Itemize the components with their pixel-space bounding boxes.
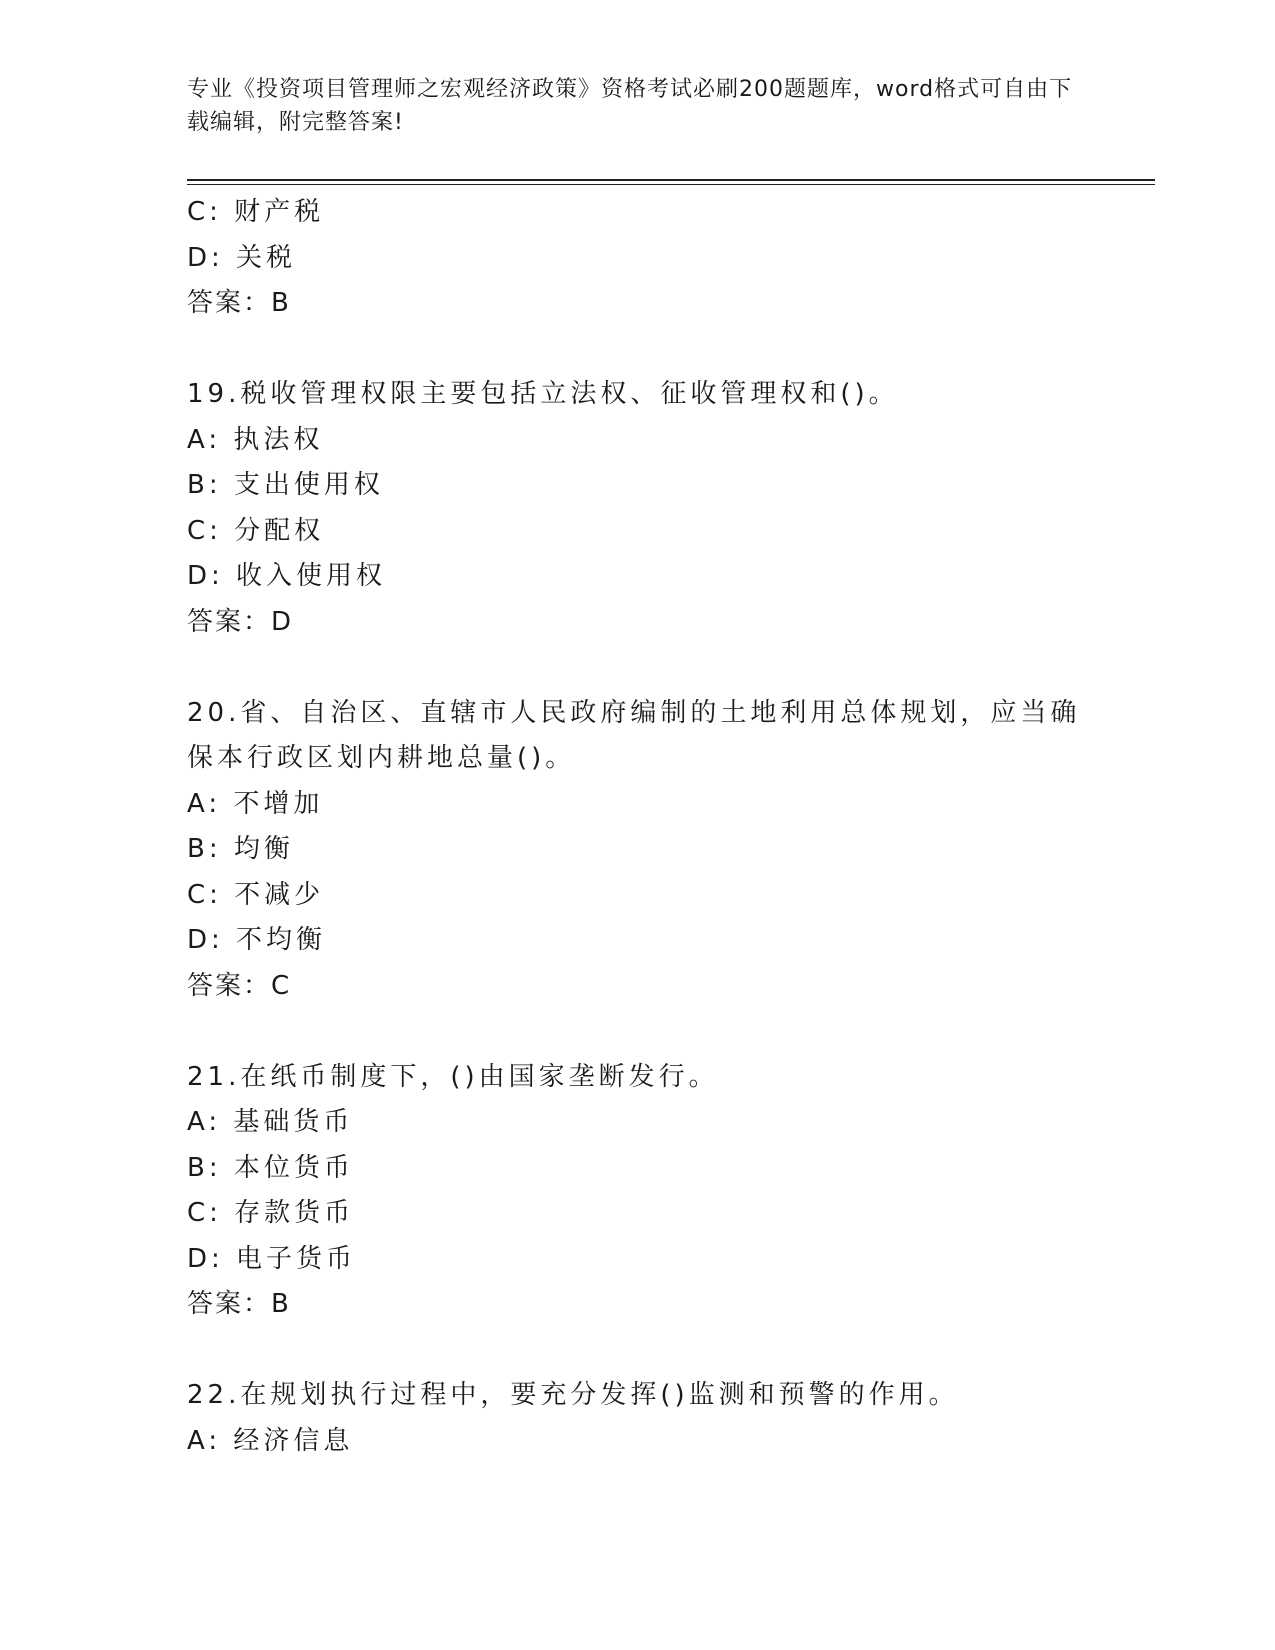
option-b: B: 均衡 [187,834,294,864]
option-c: C: 存款货币 [187,1198,355,1228]
header-title: 专业《投资项目管理师之宏观经济政策》资格考试必刷200题题库，word格式可自由下载编辑，附完整答案! [187,77,1073,135]
option-d: D: 电子货币 [187,1243,357,1274]
answer: 答案：C [187,970,292,1001]
option-b: B: 本位货币 [187,1152,354,1183]
option-c: C: 不减少 [187,879,325,910]
header-divider [187,179,1155,185]
option-c: C: 分配权 [187,515,325,546]
option-c: C: 财产税 [187,197,325,227]
answer: 答案：D [187,606,294,637]
document-body [187,190,1107,1464]
answer: 答案：B [187,1289,291,1319]
option-b: B: 支出使用权 [187,470,384,500]
question-text: 20.省、自治区、直辖市人民政府编制的土地利用总体规划，应当确保本行政区划内耕地总量()。 [187,697,1081,773]
question-text: 19.税收管理权限主要包括立法权、征收管理权和()。 [187,379,899,409]
option-a: A: 经济信息 [187,1425,354,1456]
question-text: 22.在规划执行过程中，要充分发挥()监测和预警的作用。 [187,1380,959,1410]
page-header [187,73,1087,139]
option-d: D: 关税 [187,242,297,273]
option-d: D: 不均衡 [187,925,327,955]
option-a: A: 基础货币 [187,1107,354,1137]
option-a: A: 执法权 [187,424,324,455]
option-d: D: 收入使用权 [187,561,387,591]
option-a: A: 不增加 [187,788,324,819]
answer: 答案：B [187,288,291,318]
question-text: 21.在纸币制度下，()由国家垄断发行。 [187,1061,719,1092]
